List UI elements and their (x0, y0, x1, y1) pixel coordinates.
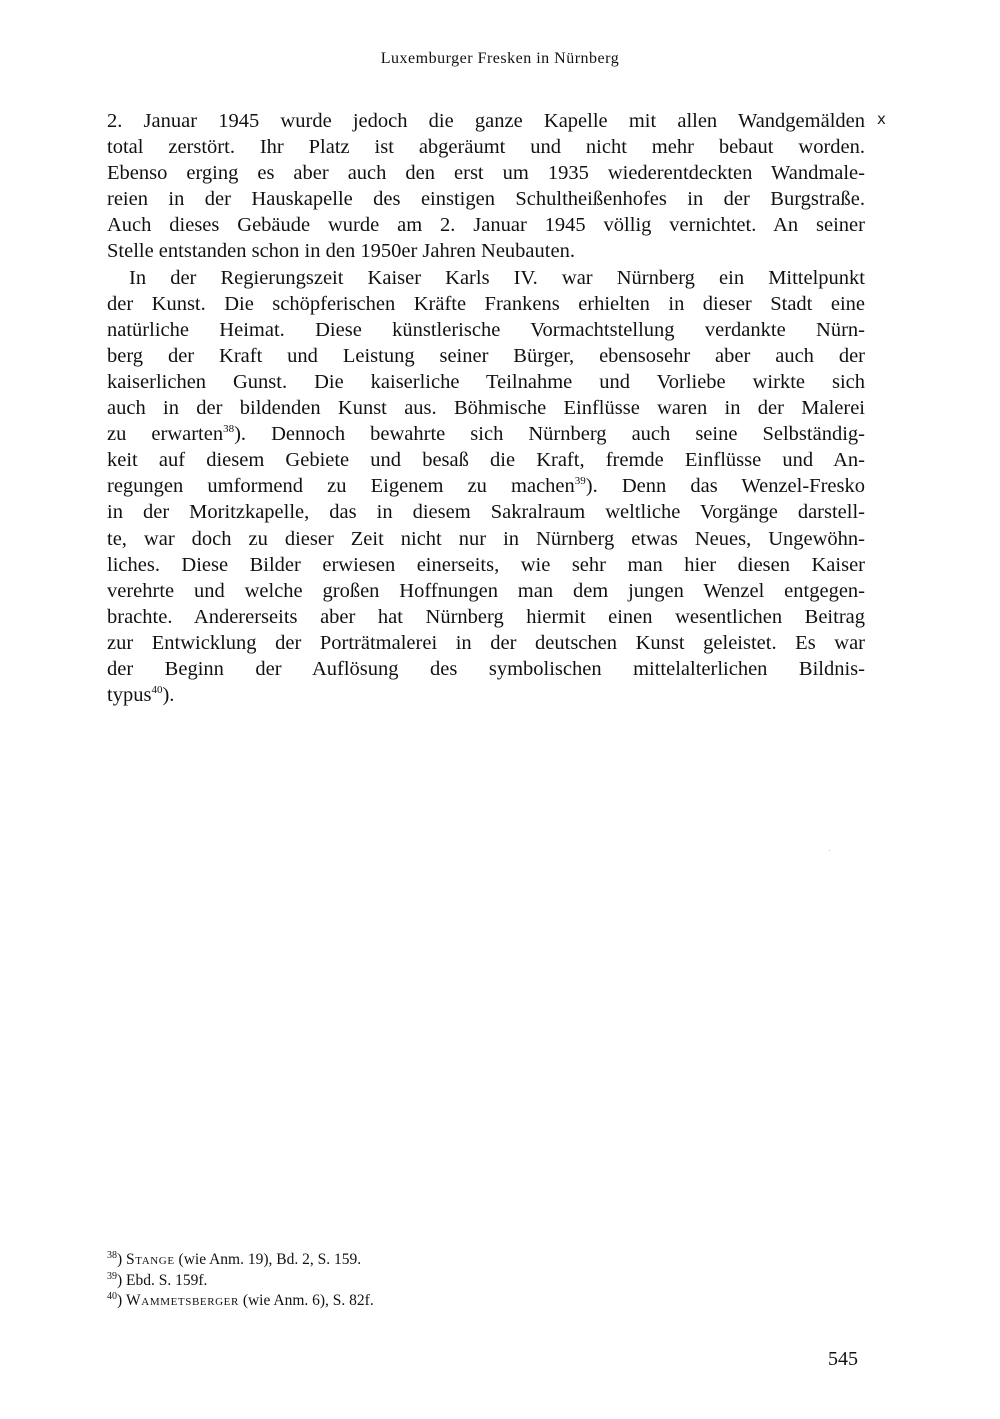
text-line: natürliche Heimat. Diese künstlerische Vormachtstellung verdankte Nürn- (107, 318, 865, 341)
footnote-ref-38: 38 (223, 423, 235, 436)
footnote-author: Stange (126, 1251, 175, 1268)
text-line: Ebenso erging es aber auch den erst um 1935 wiederentdeckten Wandmale- (107, 162, 865, 185)
text-line: In der Regierungszeit Kaiser Karls IV. war Nürnberg ein Mittelpunkt (129, 266, 865, 289)
text-line: te, war doch zu dieser Zeit nicht nur in Nürnberg etwas Neues, Ungewöhn- (107, 527, 865, 550)
text-line: berg der Kraft und Leistung seiner Bürger, ebensosehr aber auch der (107, 344, 865, 367)
footnote-number: 39 (107, 1270, 117, 1282)
text-line: reien in der Hauskapelle des einstigen Schultheißenhofes in der Burgstraße. (107, 188, 865, 211)
footnote-text: Ebd. S. 159f. (122, 1271, 208, 1289)
text-line: 2. Januar 1945 wurde jedoch die ganze Kapelle mit allen Wandgemälden (107, 110, 865, 132)
text-fragment: typus (107, 684, 152, 707)
text-line-with-footnote-ref (107, 473, 865, 499)
footnote-number: 40 (107, 1291, 117, 1302)
text-line: zur Entwicklung der Porträtmalerei in der deutschen Kunst geleistet. Es war (107, 631, 865, 654)
text-line: Auch dieses Gebäude wurde am 2. Januar 1945 völlig vernichtet. An seiner (107, 214, 865, 237)
text-fragment: regungen umformend zu Eigenem zu machen (107, 475, 575, 498)
footnote-ref-40: 40 (151, 684, 163, 697)
text-line: brachte. Andererseits aber hat Nürnberg hiermit einen wesentlichen Beitrag (107, 605, 865, 628)
footnote-39: $^{39}$) Ebd. S. 159f. (107, 1270, 208, 1289)
text-line: der Beginn der Auflösung des symbolischen mittelalterlichen Bildnis- (107, 657, 865, 680)
text-line: der Kunst. Die schöpferischen Kräfte Frankens erhielten in dieser Stadt eine (107, 292, 865, 315)
text-line-with-footnote-ref (107, 682, 865, 708)
text-line: auch in der bildenden Kunst aus. Böhmische Einflüsse waren in der Malerei (107, 397, 865, 420)
text-line: keit auf diesem Gebiete und besaß die Kraft, fremde Einflüsse und An- (107, 449, 865, 472)
page-number: 545 (828, 1348, 858, 1370)
text-line: total zerstört. Ihr Platz ist abgeräumt und nicht mehr bebaut worden. (107, 136, 865, 159)
text-line: verehrte und welche großen Hoffnungen man dem jungen Wenzel entgegen- (107, 579, 865, 602)
body-text (107, 108, 865, 708)
footnotes (107, 1250, 807, 1312)
text-fragment: ). (162, 684, 175, 707)
text-line: in der Moritzkapelle, das in diesem Sakralraum weltliche Vorgänge darstell- (107, 501, 865, 524)
text-line: liches. Diese Bilder erwiesen einerseits, wie sehr man hier diesen Kaiser (107, 553, 865, 576)
footnote-text: (wie Anm. 19), Bd. 2, S. 159. (174, 1251, 362, 1268)
text-fragment: zu erwarten (107, 423, 224, 446)
scan-speck (829, 850, 830, 851)
text-line-with-footnote-ref (107, 421, 865, 447)
footnote-40: $^{40}$) Wammetsberger (wie Anm. 6), S. 82f. (107, 1291, 374, 1309)
text-line: kaiserlichen Gunst. Die kaiserliche Teilnahme und Vorliebe wirkte sich (107, 370, 865, 393)
footnote-38: $^{38}$) Stange (wie Anm. 19), Bd. 2, S. 159. (107, 1250, 362, 1268)
text-line: Stelle entstanden schon in den 1950er Jahren Neubauten. (107, 240, 575, 263)
text-fragment: ). Dennoch bewahrte sich Nürnberg auch seine Selbständig- (234, 423, 865, 446)
footnote-ref-39: 39 (574, 475, 586, 488)
text-fragment: ). Denn das Wenzel-Fresko (585, 475, 865, 498)
footnote-text: (wie Anm. 6), S. 82f. (238, 1292, 374, 1309)
footnote-number: 38 (107, 1250, 117, 1261)
margin-annotation-mark: x (877, 110, 886, 128)
footnote-author: Wammetsberger (126, 1292, 239, 1309)
running-head: Luxemburger Fresken in Nürnberg (380, 50, 620, 67)
